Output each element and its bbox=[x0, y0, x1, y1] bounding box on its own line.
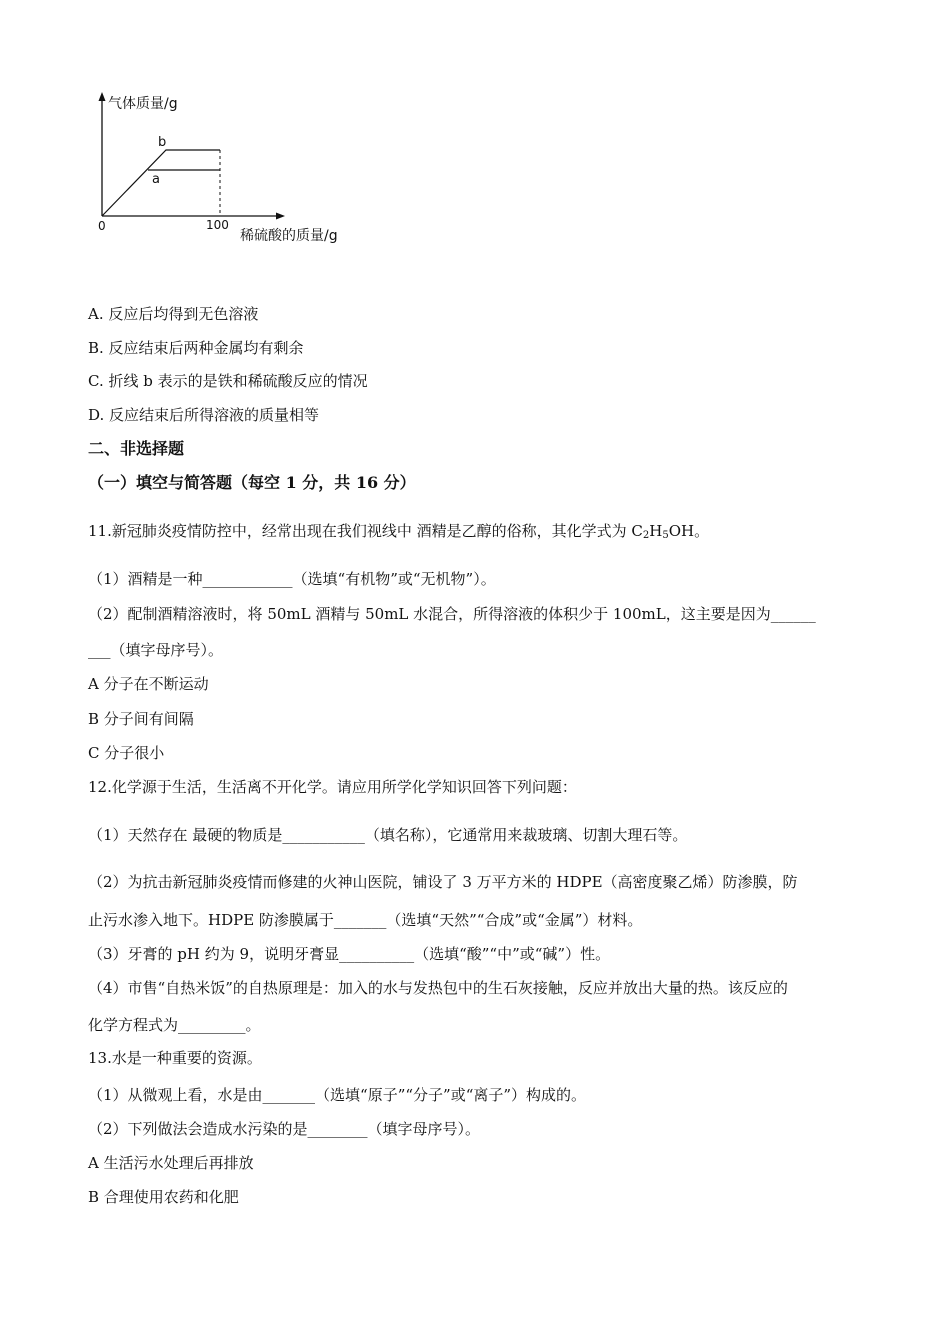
x-axis-label: 稀硫酸的质量/g bbox=[240, 228, 338, 244]
origin-label: 0 bbox=[98, 219, 106, 233]
q11-stem bbox=[88, 521, 709, 541]
curve-a-label: a bbox=[152, 172, 160, 187]
option-d: D. 反应结束后所得溶液的质量相等 bbox=[88, 406, 320, 424]
q13-stem: 13.水是一种重要的资源。 bbox=[88, 1049, 262, 1067]
q12-part2-line1: （2）为抗击新冠肺炎疫情而修建的火神山医院，铺设了 3 万平方米的 HDPE（高密度聚乙烯）防渗膜，防 bbox=[88, 873, 798, 891]
x-axis-arrow bbox=[276, 213, 285, 220]
q13-option-a: A 生活污水处理后再排放 bbox=[88, 1154, 254, 1172]
q11-option-b: B 分子间有间隔 bbox=[88, 710, 194, 728]
q12-part1: （1）天然存在 最硬的物质是___________（填名称），它通常用来裁玻璃、切割大理石等。 bbox=[88, 826, 688, 844]
q13-part1: （1）从微观上看，水是由_______（选填“原子”“分子”或“离子”）构成的。 bbox=[88, 1086, 587, 1104]
curve-b-label: b bbox=[158, 135, 167, 150]
q11-part1: （1）酒精是一种____________（选填“有机物”或“无机物”）。 bbox=[88, 570, 496, 588]
y-axis-label: 气体质量/g bbox=[108, 96, 178, 112]
q11-part2-line2: ___（填字母序号）。 bbox=[88, 641, 224, 659]
q11-stem-after: OH。 bbox=[668, 522, 710, 540]
q11-sub-2: 2 bbox=[642, 530, 650, 541]
q13-part2: （2）下列做法会造成水污染的是________（填字母序号）。 bbox=[88, 1120, 481, 1138]
q11-stem-before: 11.新冠肺炎疫情防控中，经常出现在我们视线中 酒精是乙醇的俗称，其化学式为 C bbox=[88, 522, 643, 540]
q12-stem: 12.化学源于生活，生活离不开化学。请应用所学化学知识回答下列问题： bbox=[88, 778, 577, 796]
q12-part2-line2: 止污水渗入地下。HDPE 防渗膜属于_______（选填“天然”“合成”或“金属”）材料。 bbox=[88, 911, 643, 929]
q11-part2-line1: （2）配制酒精溶液时，将 50mL 酒精与 50mL 水混合，所得溶液的体积少于 100mL，这主要是因为______ bbox=[88, 605, 816, 623]
q11-sub-5: 5 bbox=[662, 530, 669, 541]
curve-b bbox=[102, 150, 220, 216]
q12-part3: （3）牙膏的 pH 约为 9，说明牙膏显__________（选填“酸”“中”或“碱”）性。 bbox=[88, 945, 611, 963]
option-c: C. 折线 b 表示的是铁和稀硫酸反应的情况 bbox=[88, 372, 368, 390]
q13-option-b: B 合理使用农药和化肥 bbox=[88, 1188, 239, 1206]
q11-stem-mid: H bbox=[649, 522, 663, 540]
q11-option-c: C 分子很小 bbox=[88, 744, 165, 762]
q12-part4-line1: （4）市售“自热米饭”的自热原理是：加入的水与发热包中的生石灰接触，反应并放出大量的热。该反应的 bbox=[88, 979, 788, 997]
y-axis-arrow bbox=[99, 92, 106, 101]
gas-mass-graph bbox=[88, 88, 378, 253]
option-b: B. 反应结束后两种金属均有剩余 bbox=[88, 339, 304, 357]
option-a: A. 反应后均得到无色溶液 bbox=[88, 305, 259, 323]
section-title: 二、非选择题 bbox=[88, 439, 185, 458]
q11-option-a: A 分子在不断运动 bbox=[88, 675, 209, 693]
subsection-title: （一）填空与简答题（每空 1 分，共 16 分） bbox=[88, 473, 416, 492]
x-tick-100-label: 100 bbox=[206, 218, 229, 232]
q12-part4-line2: 化学方程式为_________。 bbox=[88, 1016, 261, 1034]
